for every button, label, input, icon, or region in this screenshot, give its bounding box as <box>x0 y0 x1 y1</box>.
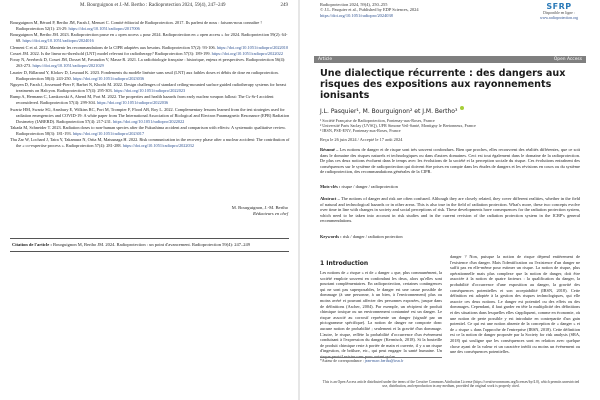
reference-item <box>10 82 290 94</box>
mots-cles-label: Mots-clés : <box>320 184 341 189</box>
resume-text: Les notions de danger et de risque sont très souvent confondues. Bien que proches, elles recouvrent des réalités différentes, que ce soit dans le domaine des risques naturels et technologiques ou dans d'autres domaines. Ceci est tout également dans le domaine de la radioprotection. De plus ces deux notions évoluent dans le temps avec les évolutions de la société et la perception sociale du risque. Ces évolutions entraînent des conséquences sur le système de radioprotection qui doivent être prises en compte dans les études de dangers et les révisions en cours ou du système de radioprotection, des recommandations générales de la CIPR. <box>320 147 580 175</box>
abstract-block <box>320 196 580 224</box>
abstract-text: The notions of danger and risk are often confused. Although they are closely related, they cover different realities, whether in the field of natural and technological hazards or in other areas. This is also true in the field of radiation protection. What's more, these two concepts evolve over time in line with changes in society and social perceptions of risk. These developments have consequences for the radiation protection system, which need to be taken into account in risk studies and in the current revision of the radiation protection system in the ICRP's general recommendations. <box>320 196 580 224</box>
journal-doi-link[interactable]: https://doi.org/10.1051/radiopro/2024038 <box>320 12 393 18</box>
journal-logo <box>534 2 584 20</box>
abstract-label: Abstract – <box>320 196 340 201</box>
affiliation-3: ³ IRSN, PSE-ENV, Fontenay-aux-Roses, France <box>320 128 401 134</box>
reference-doi-link[interactable]: https://doi.org/10.1051/radiopro/2023017 <box>72 130 145 136</box>
article-title: Une dialectique récurrente : des dangers aux risques des expositions aux rayonnements ionisants <box>320 68 566 101</box>
reference-list <box>10 20 290 150</box>
reference-item <box>10 94 290 106</box>
journal-citation-line: Radioprotection 2024, 59(4), 250–255 <box>320 2 388 7</box>
correspondence-footnote <box>320 357 442 364</box>
reference-text: Thu Zar W, Lochard J, Taira Y, Takamura N, Orita M, Matsunaga H. 2022. Risk communication in the recovery phase after a nuclear accident: The contribution of the « co-expertise process ». Radioprotection 57(4): 281-288. <box>10 137 290 149</box>
body-column-right: danger ? Non, puisque la notion de risque dépend entièrement de l'existence d'un danger. Mais l'identification ou l'existence d'un danger ne suffit pas en elle-même pour estimer un risque. La notion de risque, plus opérationnelle mais plus complexe que la notion de danger, doit être associée à la notion de quatre facteurs : la qualification du danger, la probabilité d'occurrence d'une exposition au danger, la gravité des conséquences potentielles et son acceptabilité (IRSN, 2018). Cette définition est adoptée à la gestion des risques technologiques, qui elle associe ces deux notions. Le danger est potentiel ou des effets ou des dommages. Cependant, il faut garder en tête la multiplicité des définitions et des situations dans lesquelles elles s'appliquent, comme en économie, où une notion de perte possible y est introduite en contrepartie d'un gain potentiel. Ce qui est une notion absente de la conception de « danger » et de « risque » dans l'approche de l'entreprise (IRSN, 2018). Cette définition est ce la notion de danger proposée par la Society for risk analysis (SRA, 2018) qui souligne que les conséquences sont en relation avec quelque chose ayant de la valeur et un caractère inédit ou moins un événement ou une des conséquences potentielles. <box>450 254 580 355</box>
journal-header <box>320 2 419 18</box>
footnote-label: *Auteur de correspondance : <box>320 359 364 363</box>
reference-text: Rump A, Hermann C, Lamkowski A, Abend M, Port M. 2022. The properties and health hazards from early nuclear weapon fallout: The Cs-Sr-I accident reconsidered. Radioprotection 57(4): 299-304. <box>10 94 274 106</box>
reference-doi-link[interactable]: https://doi.org/10.1051/radiopro/2021029 <box>32 63 104 69</box>
banner-open-access-label: Open Access <box>553 57 582 62</box>
reference-item <box>10 57 290 69</box>
right-page <box>300 0 600 400</box>
reference-item <box>10 20 290 32</box>
reference-item <box>10 125 290 137</box>
mots-cles-text: risque / danger / radioprotection <box>341 184 398 189</box>
authors-text: J.L. Pasquier¹, M. Bourguignon² et J.M. Bertho³ <box>320 108 458 115</box>
citation-text: Bourguignon M, Bertho JM. 2024. Radioprotection : un point d'avancement. Radioprotection 59(4): 247–249 <box>53 242 250 247</box>
signature-role: Rédacteurs en chef <box>253 211 288 216</box>
affiliation-2: ² Université Paris Saclay (UVSQ), UFR Simone Veil-Santé, Montigny le Bretonneux, France <box>320 123 476 129</box>
section-heading-introduction: 1 Introduction <box>320 260 369 267</box>
reference-doi-link[interactable]: https://doi.org/10.1051/radiopro/2022032 <box>122 143 194 149</box>
reference-text: Bourguignon M, Bérard P, Bertho JM, Farah J, Menuet C. Comité éditorial de Radioprotection. 2017. Ils parlent de nous : faisons-nous connaître ! Radioprotection 52(1): 23-29. <box>10 20 262 31</box>
reference-doi-link[interactable]: https://doi.org/10.1051/radiopro/2017006 <box>68 25 140 31</box>
reference-doi-link[interactable]: https://doi.org/10.1051/radiopro/2023036 <box>72 75 145 81</box>
journal-site-link[interactable]: www.radioprotection.org <box>539 15 579 20</box>
resume-block <box>320 147 580 175</box>
reference-item <box>10 51 290 57</box>
reference-text: Cosset JM. 2022. Is the linear no-threshold (LNT) model relevant for radiotherapy? Radioprotection 57(3): 189-199. <box>10 51 212 57</box>
reference-text: Clement C et al. 2022. Mantenir les recommandations de la CIPR adaptées aux besoins. Radioprotection 57(2): 93-106. <box>10 44 217 50</box>
reference-doi-link[interactable]: https://doi.org/10.1051/radiopro/2024016 <box>22 38 94 44</box>
body-column-left: Les notions de « risque » et de « danger » que, plus communément, la société emploie souvent en confondant les deux, alors qu'elles sont pourtant complémentaires. En radioprotection, certaines contingences qui ne sont pas superposables, le danger est une cause possible de dommage (à une personne, à un bien, à l'environnement) plus ou moins avéré et pouvant affecter des personnes exposées, jusque dans de définitions (Ascher, 2004). Par exemple, un récipient de produit chimique toxique ou un environnement contaminé est un danger. Le risque associé au corrosif représente un danger (signalé par un pictogramme spécifique). La notion de danger ne comporte donc aucune notion de probabilité ; seulement et la gravité d'un dommage. L'autre, le risque, reflète la probabilité d'occurrence d'un événement conduisant à l'expression du danger (Kermisch, 2018). Si la bouteille de produit chimique reste à portée de main et ouverte, il y a un risque d'ingestion, de brûlure, etc., qui peut engager la santé humaine. Un risque peut-il exister sans pour autant qu'un <box>320 270 442 359</box>
signature-names: M. Bourguignon, J.-M. Bertho <box>231 205 288 210</box>
reference-text: Foray N, Averbeck D, Cosset JM, Dosset M, Favaudon V, Masse R. 2021. La radiobiologie française : historique, enjeux et perspectives. Radioprotection 56(4): 263-273. <box>10 57 286 69</box>
reference-doi-link[interactable]: https://doi.org/10.1051/radiopro/2022023 <box>113 87 186 93</box>
reference-text: Laurier D, Billarand Y, Klokov D, Leuraud K. 2023. Fondements du modèle linéaire sans seuil (LNT) aux faibles doses et débits de dose en radioprotection. Radioprotection 58(4): 243-250. <box>10 69 279 81</box>
mots-cles-block <box>320 184 580 190</box>
reference-item <box>10 137 290 149</box>
reference-item <box>10 107 290 125</box>
resume-label: Résumé – <box>320 147 339 152</box>
sfrp-logo-icon: SFRP <box>546 2 572 11</box>
reference-doi-link[interactable]: https://doi.org/10.1051/radiopro/2022010 <box>216 44 289 50</box>
reference-item <box>10 32 290 44</box>
reference-item <box>10 70 290 82</box>
reference-text: Bourguignon M, Bertho JM. 2023. Radioprotection passe en « open access » pour 2024. Radioprotection en « open access » for 2024. Radioprotection 59(2): 64-68. <box>10 32 288 44</box>
keywords-block <box>320 234 580 240</box>
keywords-label: Keywords : <box>320 234 342 239</box>
reference-text: Takada M, Schneider T. 2023. Radiation doses to non-human species after the Fukushima accident and comparison with effects: A systematic qualitative review. Radioprotection 58(3): 181-193. <box>10 124 286 136</box>
citation-label: Citation de l'article : <box>12 242 52 247</box>
corresponding-email-link[interactable]: jean-marc.bertho@irsn.fr <box>364 359 404 363</box>
reference-doi-link[interactable]: https://doi.org/10.1051/radiopro/2022036 <box>96 100 169 106</box>
received-accepted-dates: Reçu le 26 juin 2024 / Accepté le 17 août 2024 <box>320 137 403 142</box>
affiliations <box>320 118 580 134</box>
banner-article-label: Article <box>318 57 333 62</box>
running-head-author: M. Bourguignon et J.-M. Bertho : Radioprotection 2024, 59(4), 247–249 <box>80 3 226 8</box>
reference-doi-link[interactable]: https://doi.org/10.1051/radiopro/2022022 <box>211 51 283 57</box>
article-type-banner <box>314 56 586 63</box>
reference-text: Swartz HM, Swartz SG, Amsbury E, Wilkins RC, Port M, Trompier F, Flood AB, Roy L. 2022. Complementary lessons learned from the test strategies used for radiation emergencies and COVID-19: A white paper from The International Association of Biological and Electron Paramagnetic Resonance (EPR) Radiation Dosimetry (IABERD). Radioprotection 57(4): 217-231. <box>10 106 290 124</box>
orcid-icon[interactable] <box>460 106 464 110</box>
left-page <box>0 0 298 400</box>
editor-signature <box>232 205 288 217</box>
affiliation-1: ¹ Société Française de Radioprotection, Fontenay-aux-Roses, France <box>320 118 435 123</box>
license-statement: This is an Open Access article distributed under the terms of the Creative Commons Attribution License (https://creativecommons.org/licenses/by/4.0), which permits unrestricted use, distribution, and reproduction in any medium, provided the original work is properly cited. <box>322 380 580 389</box>
availability-note: Disponible en ligne : www.radioprotection.org <box>534 11 584 20</box>
author-list <box>320 106 464 115</box>
journal-copyright-line: © J.L. Pasquier et al., Published by EDP Sciences, 2024 <box>320 7 419 13</box>
page-number: 249 <box>280 3 288 8</box>
reference-doi-link[interactable]: https://doi.org/10.1051/radiopro/2022022 <box>113 118 185 124</box>
citation-box <box>10 238 289 252</box>
reference-item <box>10 45 290 51</box>
keywords-text: risk / danger / radiation protection <box>342 234 403 239</box>
reference-text: Nguyen D, Farah J, Jossenard-Pierr F, Barbet N, Khodri M. 2022. Design challenges of standard ceiling-mounted surface guided radiotherapy systems for breast treatments on Halcyon. Radioprotection 57(4): 295-303. <box>10 82 287 93</box>
